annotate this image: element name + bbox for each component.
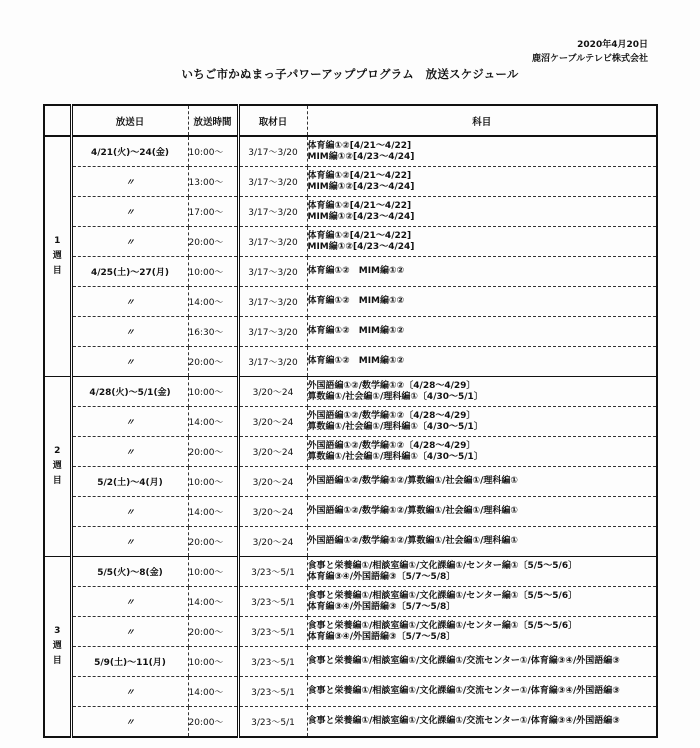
subject-cell: [307, 287, 657, 317]
coverage-date-cell: 3/17～3/20: [238, 257, 307, 287]
week-label-char: 週: [52, 461, 62, 471]
coverage-date-cell: 3/17～3/20: [238, 347, 307, 377]
subject-cell: [307, 707, 657, 738]
week-label-char: 1: [54, 236, 61, 246]
subject-cell: [307, 136, 657, 167]
broadcast-date-cell: 〃: [71, 707, 188, 738]
subject-cell: [307, 677, 657, 707]
broadcast-date-cell: 〃: [71, 527, 188, 557]
broadcast-date-cell: 〃: [71, 437, 188, 467]
broadcast-time-cell: 10:00～: [188, 647, 238, 677]
subject-line: 食事と栄養編①/相談室編①/文化課編①/センター編①〔5/5～5/6〕: [307, 560, 578, 571]
table-header-row: [44, 105, 657, 136]
subject-line: 外国語編①②/数学編①②/算数編①/社会編①/理科編①: [307, 506, 518, 516]
table-row: [44, 377, 657, 407]
subject-line: MIM編①②[4/23～4/24]: [307, 181, 415, 192]
issue-date: 2020年4月20日: [577, 40, 648, 50]
table-row: [44, 647, 657, 677]
table-row: [44, 587, 657, 617]
broadcast-time-cell: 10:00～: [188, 467, 238, 497]
coverage-date-cell: 3/23～5/1: [238, 587, 307, 617]
broadcast-time-cell: 20:00～: [188, 527, 238, 557]
broadcast-date-cell: 〃: [71, 287, 188, 317]
broadcast-time-cell: 14:00～: [188, 497, 238, 527]
table-row: [44, 677, 657, 707]
table-row: [44, 197, 657, 227]
subject-line: 外国語編①②/数学編①②〔4/28～4/29〕: [307, 410, 476, 421]
coverage-date-cell: 3/17～3/20: [238, 136, 307, 167]
subject-line: 食事と栄養編①/相談室編①/文化課編①/交流センター①/体育編③④/外国語編③: [307, 656, 620, 666]
header-subject: 科目: [307, 105, 657, 136]
broadcast-date-cell: 〃: [71, 347, 188, 377]
broadcast-date-cell: 4/28(火)～5/1(金): [71, 377, 188, 407]
broadcast-date-cell: 〃: [71, 167, 188, 197]
coverage-date-cell: 3/20～24: [238, 467, 307, 497]
coverage-date-cell: 3/17～3/20: [238, 317, 307, 347]
subject-line: 食事と栄養編①/相談室編①/文化課編①/交流センター①/体育編③④/外国語編③: [307, 716, 620, 726]
subject-cell: [307, 167, 657, 197]
week-label-char: 目: [52, 476, 62, 486]
subject-cell: [307, 377, 657, 407]
broadcast-date-cell: 〃: [71, 317, 188, 347]
coverage-date-cell: 3/17～3/20: [238, 227, 307, 257]
subject-cell: [307, 317, 657, 347]
broadcast-time-cell: 14:00～: [188, 677, 238, 707]
broadcast-time-cell: 14:00～: [188, 407, 238, 437]
week-label-char: 3: [54, 626, 61, 636]
table-row: [44, 347, 657, 377]
schedule-table: [43, 104, 658, 738]
subject-line: 算数編①/社会編①/理科編①〔4/30～5/1〕: [307, 451, 483, 462]
week-label: [44, 377, 71, 557]
subject-line: 体育編③④/外国語編③〔5/7～5/8〕: [307, 631, 456, 642]
subject-line: 外国語編①②/数学編①②〔4/28～4/29〕: [307, 440, 476, 451]
subject-cell: [307, 197, 657, 227]
broadcast-date-cell: 〃: [71, 197, 188, 227]
subject-line: 体育編①②[4/21～4/22]: [307, 140, 412, 151]
subject-line: 食事と栄養編①/相談室編①/文化課編①/センター編①〔5/5～5/6〕: [307, 590, 578, 601]
header-broadcast-date: 放送日: [71, 105, 188, 136]
subject-cell: [307, 497, 657, 527]
week-label: [44, 557, 71, 738]
page-title: いちご市かぬまっ子パワーアッププログラム 放送スケジュール: [181, 67, 519, 81]
broadcast-time-cell: 14:00～: [188, 287, 238, 317]
company-name: 鹿沼ケーブルテレビ株式会社: [531, 54, 648, 64]
table-row: [44, 467, 657, 497]
table-row: [44, 227, 657, 257]
coverage-date-cell: 3/23～5/1: [238, 677, 307, 707]
table-row: [44, 557, 657, 587]
document-meta: [532, 38, 648, 66]
subject-line: 外国語編①②/数学編①②/算数編①/社会編①/理科編①: [307, 536, 518, 546]
week-label-char: 目: [52, 266, 62, 276]
subject-line: 体育編③④/外国語編③〔5/7～5/8〕: [307, 601, 456, 612]
subject-line: 体育編①② MIM編①②: [307, 356, 405, 366]
coverage-date-cell: 3/20～24: [238, 497, 307, 527]
broadcast-time-cell: 10:00～: [188, 257, 238, 287]
broadcast-time-cell: 17:00～: [188, 197, 238, 227]
subject-cell: [307, 467, 657, 497]
subject-line: 体育編①②[4/21～4/22]: [307, 230, 412, 241]
coverage-date-cell: 3/20～24: [238, 437, 307, 467]
subject-line: 体育編①②[4/21～4/22]: [307, 170, 412, 181]
table-row: [44, 407, 657, 437]
coverage-date-cell: 3/23～5/1: [238, 647, 307, 677]
week-label-char: 週: [52, 251, 62, 261]
subject-line: 体育編①②[4/21～4/22]: [307, 200, 412, 211]
broadcast-date-cell: 5/2(土)～4(月): [71, 467, 188, 497]
week-label-char: 目: [52, 656, 62, 666]
table-row: [44, 317, 657, 347]
table-row: [44, 257, 657, 287]
broadcast-time-cell: 16:30～: [188, 317, 238, 347]
week-label-char: 週: [52, 641, 62, 651]
coverage-date-cell: 3/17～3/20: [238, 167, 307, 197]
table-row: [44, 437, 657, 467]
coverage-date-cell: 3/20～24: [238, 407, 307, 437]
subject-cell: [307, 227, 657, 257]
subject-line: 外国語編①②/数学編①②〔4/28～4/29〕: [307, 380, 476, 391]
subject-line: 算数編①/社会編①/理科編①〔4/30～5/1〕: [307, 391, 483, 402]
table-row: [44, 527, 657, 557]
table-row: [44, 707, 657, 738]
subject-cell: [307, 527, 657, 557]
subject-line: 食事と栄養編①/相談室編①/文化課編①/交流センター①/体育編③④/外国語編③: [307, 686, 620, 696]
subject-cell: [307, 557, 657, 587]
subject-line: 体育編①② MIM編①②: [307, 296, 405, 306]
broadcast-time-cell: 10:00～: [188, 136, 238, 167]
subject-line: MIM編①②[4/23～4/24]: [307, 241, 415, 252]
broadcast-date-cell: 5/5(火)～8(金): [71, 557, 188, 587]
coverage-date-cell: 3/17～3/20: [238, 287, 307, 317]
coverage-date-cell: 3/20～24: [238, 377, 307, 407]
broadcast-time-cell: 20:00～: [188, 347, 238, 377]
broadcast-date-cell: 〃: [71, 587, 188, 617]
broadcast-time-cell: 14:00～: [188, 587, 238, 617]
subject-cell: [307, 617, 657, 647]
subject-line: 算数編①/社会編①/理科編①〔4/30～5/1〕: [307, 421, 483, 432]
table-row: [44, 617, 657, 647]
header-broadcast-time: 放送時間: [188, 105, 238, 136]
schedule-body: [44, 136, 657, 737]
broadcast-date-cell: 4/21(火)～24(金): [71, 136, 188, 167]
broadcast-time-cell: 20:00～: [188, 617, 238, 647]
week-label-char: 2: [54, 446, 61, 456]
broadcast-date-cell: 〃: [71, 497, 188, 527]
subject-cell: [307, 407, 657, 437]
broadcast-time-cell: 20:00～: [188, 227, 238, 257]
coverage-date-cell: 3/23～5/1: [238, 707, 307, 738]
table-row: [44, 136, 657, 167]
coverage-date-cell: 3/23～5/1: [238, 617, 307, 647]
broadcast-time-cell: 20:00～: [188, 437, 238, 467]
subject-line: 体育編①② MIM編①②: [307, 266, 405, 276]
coverage-date-cell: 3/17～3/20: [238, 197, 307, 227]
broadcast-date-cell: 5/9(土)～11(月): [71, 647, 188, 677]
broadcast-date-cell: 〃: [71, 677, 188, 707]
broadcast-time-cell: 13:00～: [188, 167, 238, 197]
subject-line: 体育編③④/外国語編③〔5/7～5/8〕: [307, 571, 456, 582]
subject-cell: [307, 647, 657, 677]
subject-cell: [307, 347, 657, 377]
broadcast-date-cell: 4/25(土)～27(月): [71, 257, 188, 287]
header-coverage-date: 取材日: [238, 105, 307, 136]
subject-line: 体育編①② MIM編①②: [307, 326, 405, 336]
subject-line: 外国語編①②/数学編①②/算数編①/社会編①/理科編①: [307, 476, 518, 486]
broadcast-time-cell: 10:00～: [188, 557, 238, 587]
subject-line: MIM編①②[4/23～4/24]: [307, 151, 415, 162]
week-label: [44, 136, 71, 377]
broadcast-date-cell: 〃: [71, 227, 188, 257]
subject-cell: [307, 587, 657, 617]
broadcast-time-cell: 20:00～: [188, 707, 238, 738]
table-row: [44, 497, 657, 527]
subject-cell: [307, 437, 657, 467]
broadcast-time-cell: 10:00～: [188, 377, 238, 407]
table-row: [44, 167, 657, 197]
table-row: [44, 287, 657, 317]
coverage-date-cell: 3/20～24: [238, 527, 307, 557]
subject-line: 食事と栄養編①/相談室編①/文化課編①/センター編①〔5/5～5/6〕: [307, 620, 578, 631]
subject-line: MIM編①②[4/23～4/24]: [307, 211, 415, 222]
broadcast-date-cell: 〃: [71, 407, 188, 437]
header-week: [44, 105, 71, 136]
coverage-date-cell: 3/23～5/1: [238, 557, 307, 587]
broadcast-date-cell: 〃: [71, 617, 188, 647]
subject-cell: [307, 257, 657, 287]
